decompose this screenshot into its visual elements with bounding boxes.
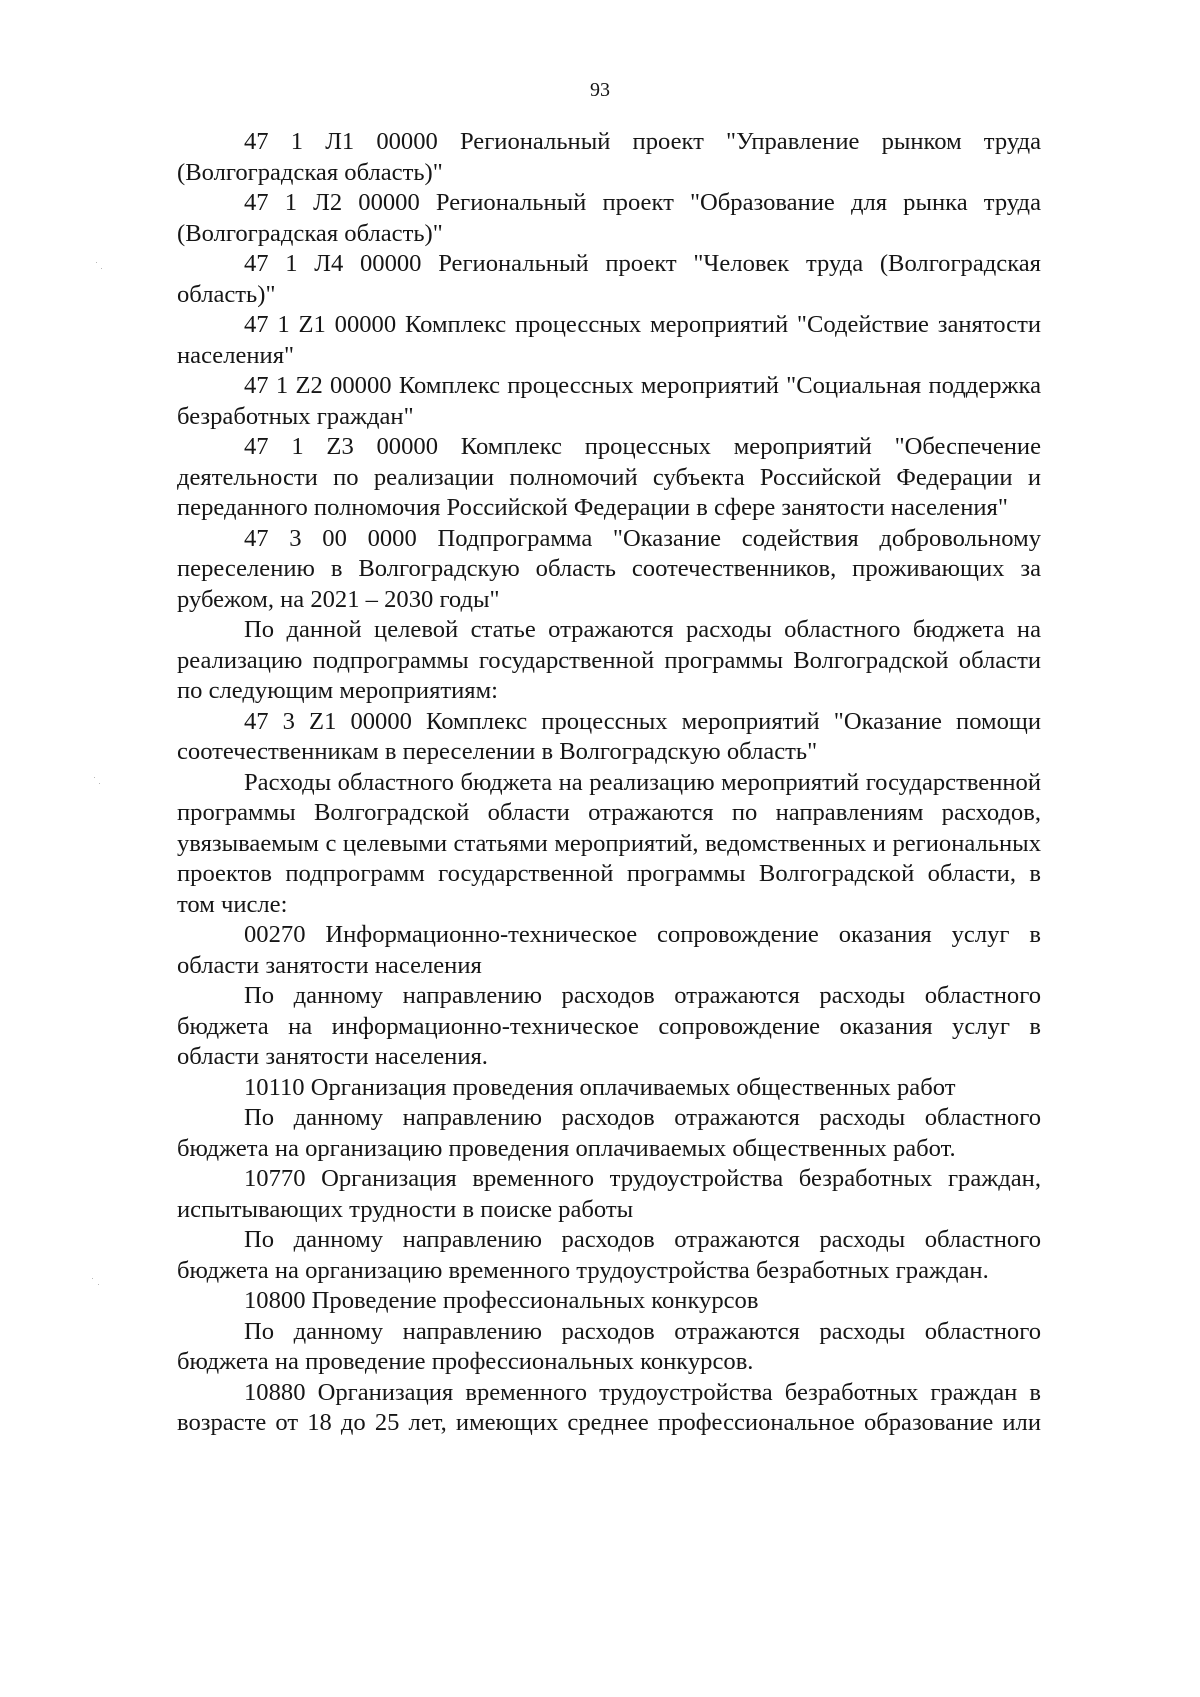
paragraph-direction-00270-description: По данному направлению расходов отражаются расходы областного бюджета на информационно-техническое сопровождение оказания услуг в области занятости населения. <box>177 982 1041 1070</box>
scan-speck <box>98 1284 99 1285</box>
paragraph-process-complex-z2: 47 1 Z2 00000 Комплекс процессных мероприятий "Социальная поддержка безработных граждан" <box>177 372 1041 430</box>
paragraph-regional-project-l2: 47 1 Л2 00000 Региональный проект "Образование для рынка труда (Волгоградская область)" <box>177 189 1041 247</box>
scan-speck <box>92 1278 93 1279</box>
paragraph-direction-10880: 10880 Организация временного трудоустройства безработных граждан в возрасте от 18 до 25 лет, имеющих среднее профессиональное образование или <box>177 1378 1041 1436</box>
paragraph-process-complex-z3: 47 1 Z3 00000 Комплекс процессных мероприятий "Обеспечение деятельности по реализации полномочий субъекта Российской Федерации и переданного полномочия Российской Федерации в сфере занятости населения" <box>177 433 1041 521</box>
paragraph-direction-10770: 10770 Организация временного трудоустройства безработных граждан, испытывающих трудности в поиске работы <box>177 1165 1041 1223</box>
paragraph-subprogram-47-3: 47 3 00 0000 Подпрограмма "Оказание содействия добровольному переселению в Волгоградскую область соотечественников, проживающих за рубежом, на 2021 – 2030 годы" <box>177 524 1041 613</box>
scan-speck <box>99 783 100 784</box>
paragraph-process-complex-z1: 47 1 Z1 00000 Комплекс процессных мероприятий "Содействие занятости населения" <box>177 311 1041 369</box>
document-body <box>177 127 1041 1439</box>
paragraph-regional-project-l1: 47 1 Л1 00000 Региональный проект "Управление рынком труда (Волгоградская область)" <box>177 128 1041 186</box>
scan-speck <box>101 268 102 269</box>
page-number: 93 <box>590 79 610 101</box>
paragraph-regional-project-l4: 47 1 Л4 00000 Региональный проект "Человек труда (Волгоградская область)" <box>177 250 1041 308</box>
paragraph-process-complex-47-3-z1: 47 3 Z1 00000 Комплекс процессных мероприятий "Оказание помощи соотечественникам в переселении в Волгоградскую область" <box>177 707 1041 765</box>
paragraph-direction-10770-description: По данному направлению расходов отражаются расходы областного бюджета на организацию временного трудоустройства безработных граждан. <box>177 1226 1041 1284</box>
paragraph-direction-10800: 10800 Проведение профессиональных конкурсов <box>244 1287 759 1314</box>
scan-speck <box>96 262 97 263</box>
paragraph-direction-10110-description: По данному направлению расходов отражаются расходы областного бюджета на организацию проведения оплачиваемых общественных работ. <box>177 1104 1041 1162</box>
paragraph-direction-10800-description: По данному направлению расходов отражаются расходы областного бюджета на проведение профессиональных конкурсов. <box>177 1317 1041 1375</box>
paragraph-direction-10110: 10110 Организация проведения оплачиваемых общественных работ <box>244 1073 956 1101</box>
paragraph-subprogram-expenses: По данной целевой статье отражаются расходы областного бюджета на реализацию подпрограммы государственной программы Волгоградской области по следующим мероприятиям: <box>177 616 1041 704</box>
paragraph-expense-directions: Расходы областного бюджета на реализацию мероприятий государственной программы Волгоградской области отражаются по направлениям расходов, увязываемым с целевыми статьями мероприятий, ведомственных и региональных проектов подпрограмм государственной программы Волгоградской области, в том числе: <box>177 768 1041 918</box>
paragraph-direction-00270: 00270 Информационно-техническое сопровождение оказания услуг в области занятости населения <box>177 921 1041 979</box>
scan-speck <box>94 777 95 778</box>
